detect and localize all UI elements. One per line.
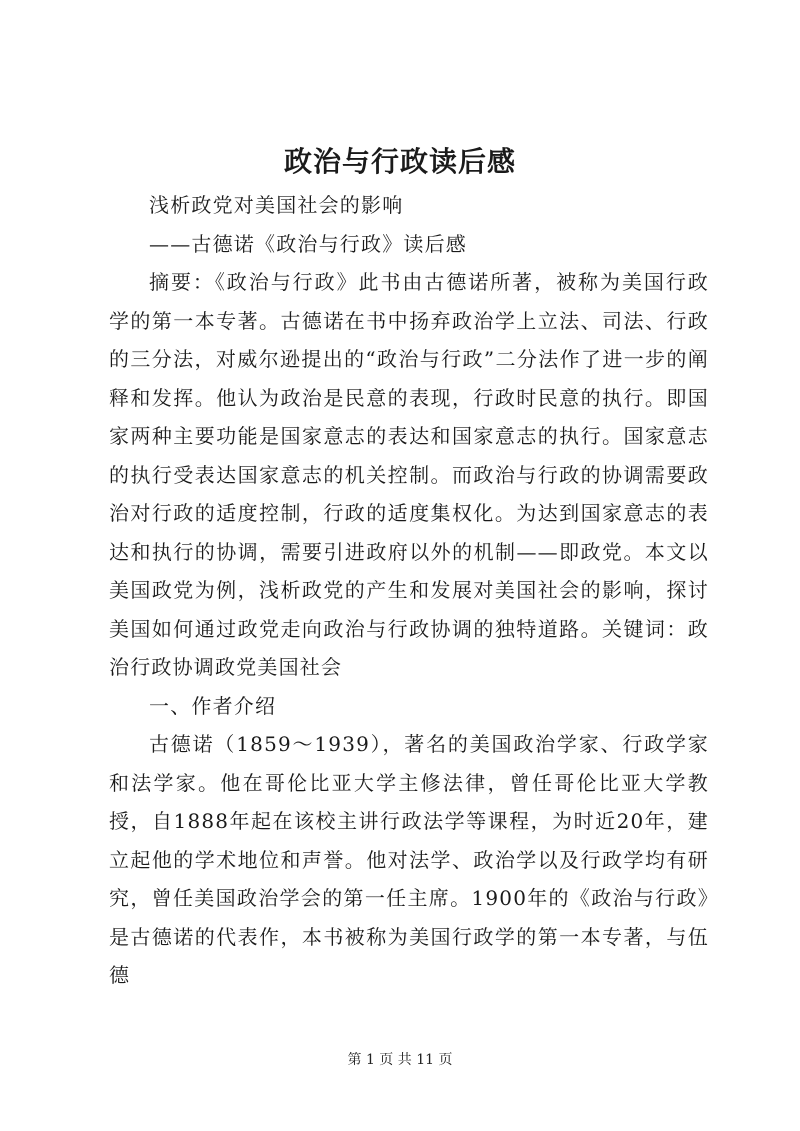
abstract-paragraph: 摘要：《政治与行政》此书由古德诺所著，被称为美国行政学的第一本专著。古德诺在书中扬弃政治学上立法、司法、行政的三分法，对威尔逊提出的“政治与行政”二分法作了进一步的阐释和发挥。他认为政治是民意的表现，行政时民意的执行。即国家两种主要功能是国家意志的表达和国家意志的执行。国家意志的执行受表达国家意志的机关控制。而政治与行政的协调需要政治对行政的适度控制，行政的适度集权化。为达到国家意志的表达和执行的协调，需要引进政府以外的机制——即政党。本文以美国政党为例，浅析政党的产生和发展对美国社会的影响，探讨美国如何通过政党走向政治与行政协调的独特道路。关键词：政治行政协调政党美国社会 <box>109 270 709 679</box>
subtitle: 浅析政党对美国社会的影响 <box>149 193 404 217</box>
page-footer: 第 1 页 共 11 页 <box>347 1052 453 1068</box>
document-body <box>109 186 709 995</box>
author-intro-paragraph: 古德诺（1859～1939），著名的美国政治学家、行政学家和法学家。他在哥伦比亚大学主修法律，曾任哥伦比亚大学教授，自1888年起在该校主讲行政法学等课程，为时近20年，建立起他的学术地位和声誉。他对法学、政治学以及行政学均有研究，曾任美国政治学会的第一任主席。1900年的《政治与行政》是古德诺的代表作，本书被称为美国行政学的第一本专著，与伍德 <box>109 732 709 987</box>
document-title: 政治与行政读后感 <box>283 145 516 178</box>
subtitle-byline: ——古德诺《政治与行政》读后感 <box>149 231 467 256</box>
section-heading-author: 一、作者介绍 <box>149 693 277 718</box>
